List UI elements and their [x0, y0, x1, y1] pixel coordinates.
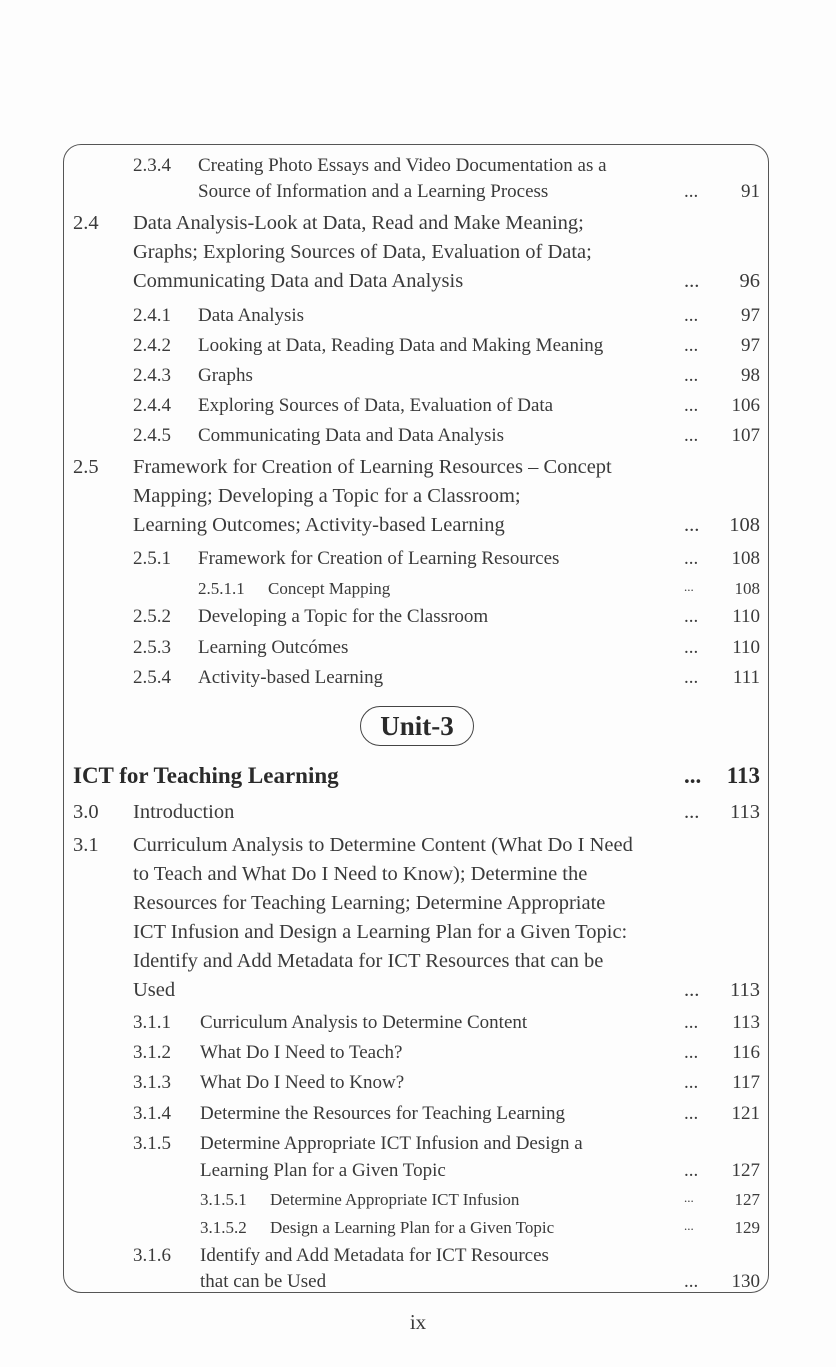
entry-title: What Do I Need to Know?: [200, 1072, 405, 1093]
entry-number: 2.5.3: [133, 637, 171, 658]
entry-title: Looking at Data, Reading Data and Making Meaning: [198, 335, 604, 356]
leader-dots: ...: [684, 579, 694, 594]
page-number: 106: [731, 395, 760, 416]
page-number: 97: [741, 335, 760, 356]
page-number: 117: [732, 1072, 760, 1093]
page-number: 113: [732, 1012, 760, 1033]
leader-dots: ...: [684, 1160, 699, 1181]
entry-number: 2.5.1: [133, 548, 171, 569]
entry-title: Identify and Add Metadata for ICT Resources that can be: [133, 950, 604, 972]
page-number: 130: [731, 1271, 760, 1292]
entry-title: Curriculum Analysis to Determine Content (What Do I Need: [133, 834, 633, 856]
leader-dots: ...: [684, 335, 699, 356]
page-folio: ix: [409, 1310, 427, 1334]
entry-number: 3.1.2: [133, 1042, 171, 1063]
leader-dots: ...: [684, 1103, 699, 1124]
entry-title: Communicating Data and Data Analysis: [133, 270, 464, 292]
entry-title: to Teach and What Do I Need to Know); Determine the: [133, 863, 588, 885]
leader-dots: ...: [684, 181, 699, 202]
entry-number: 2.5.4: [133, 667, 171, 688]
leader-dots: ...: [684, 1271, 699, 1292]
page-number: 129: [734, 1218, 760, 1237]
page-number: 96: [739, 270, 760, 292]
entry-number: 2.5.2: [133, 606, 171, 627]
page-number: 121: [731, 1103, 760, 1124]
entry-number: 2.4: [73, 212, 99, 234]
entry-title: Exploring Sources of Data, Evaluation of Data: [198, 395, 554, 416]
entry-title: Developing a Topic for the Classroom: [198, 606, 489, 627]
leader-dots: ...: [684, 1218, 694, 1233]
page-number: 110: [732, 606, 760, 627]
entry-title: ICT Infusion and Design a Learning Plan for a Given Topic:: [133, 921, 628, 943]
unit-title: ICT for Teaching Learning: [73, 763, 339, 788]
entry-title: Determine Appropriate ICT Infusion: [270, 1190, 520, 1209]
entry-title: Design a Learning Plan for a Given Topic: [270, 1218, 555, 1237]
entry-title: Communicating Data and Data Analysis: [198, 425, 505, 446]
unit-badge: Unit-3: [360, 706, 474, 746]
entry-number: 2.4.5: [133, 425, 171, 446]
entry-title: Resources for Teaching Learning; Determine Appropriate: [133, 892, 606, 914]
entry-title: Curriculum Analysis to Determine Content: [200, 1012, 528, 1033]
page-number: 116: [732, 1042, 760, 1063]
page-number: 127: [731, 1160, 760, 1181]
entry-number: 2.4.1: [133, 305, 171, 326]
leader-dots: ...: [684, 667, 699, 688]
page-number: 113: [730, 979, 760, 1001]
page-number: 107: [731, 425, 760, 446]
entry-title: Used: [133, 979, 176, 1001]
leader-dots: ...: [684, 637, 699, 658]
leader-dots: ...: [684, 395, 699, 416]
page-number: 111: [732, 667, 760, 688]
page-number: 127: [734, 1190, 760, 1209]
leader-dots: ...: [684, 1012, 699, 1033]
entry-title: Source of Information and a Learning Process: [198, 181, 549, 202]
page-number: 113: [726, 763, 760, 788]
leader-dots: ...: [684, 1190, 694, 1205]
entry-title: Learning Outcomes; Activity-based Learning: [133, 514, 505, 536]
entry-title: What Do I Need to Teach?: [200, 1042, 403, 1063]
leader-dots: ...: [684, 270, 700, 292]
entry-title: Framework for Creation of Learning Resources: [198, 548, 560, 569]
page-number: 108: [731, 548, 760, 569]
entry-number: 3.1.5.2: [200, 1218, 247, 1237]
entry-number: 3.1.6: [133, 1245, 171, 1266]
entry-number: 3.1.3: [133, 1072, 171, 1093]
page-number: 113: [730, 801, 760, 823]
entry-title: Activity-based Learning: [198, 667, 384, 688]
entry-title: that can be Used: [200, 1271, 327, 1292]
entry-number: 3.1.5.1: [200, 1190, 247, 1209]
entry-title: Graphs; Exploring Sources of Data, Evaluation of Data;: [133, 241, 592, 263]
entry-number: 2.3.4: [133, 155, 171, 176]
entry-title: Introduction: [133, 801, 235, 823]
entry-title: Data Analysis-Look at Data, Read and Make Meaning;: [133, 212, 584, 234]
entry-title: Graphs: [198, 365, 253, 386]
entry-title: Determine Appropriate ICT Infusion and Design a: [200, 1133, 583, 1154]
page-number: 91: [741, 181, 760, 202]
entry-number: 3.0: [73, 801, 99, 823]
entry-title: Mapping; Developing a Topic for a Classroom;: [133, 485, 521, 507]
leader-dots: ...: [684, 305, 699, 326]
leader-dots: ...: [684, 1072, 699, 1093]
page-number: 108: [729, 514, 760, 536]
leader-dots: ...: [684, 979, 700, 1001]
page-number: 108: [734, 579, 760, 598]
entry-number: 2.4.4: [133, 395, 171, 416]
leader-dots: ...: [684, 365, 699, 386]
entry-title: Framework for Creation of Learning Resources – Concept: [133, 456, 612, 478]
page-number: 110: [732, 637, 760, 658]
entry-number: 3.1.4: [133, 1103, 171, 1124]
leader-dots: ...: [684, 606, 699, 627]
leader-dots: ...: [684, 763, 702, 788]
entry-number: 3.1.1: [133, 1012, 171, 1033]
entry-title: Learning Outcómes: [198, 637, 349, 658]
leader-dots: ...: [684, 514, 700, 536]
page-number: 97: [741, 305, 760, 326]
entry-number: 2.4.2: [133, 335, 171, 356]
page-number: 98: [741, 365, 760, 386]
entry-title: Concept Mapping: [268, 579, 391, 598]
entry-number: 2.5: [73, 456, 99, 478]
entry-title: Data Analysis: [198, 305, 305, 326]
entry-number: 3.1: [73, 834, 99, 856]
leader-dots: ...: [684, 425, 699, 446]
entry-number: 2.5.1.1: [198, 579, 245, 598]
entry-number: 2.4.3: [133, 365, 171, 386]
entry-title: Learning Plan for a Given Topic: [200, 1160, 446, 1181]
entry-title: Identify and Add Metadata for ICT Resources: [200, 1245, 549, 1266]
entry-title: Determine the Resources for Teaching Learning: [200, 1103, 565, 1124]
entry-title: Creating Photo Essays and Video Documentation as a: [198, 155, 607, 176]
leader-dots: ...: [684, 1042, 699, 1063]
entry-number: 3.1.5: [133, 1133, 171, 1154]
leader-dots: ...: [684, 801, 700, 823]
leader-dots: ...: [684, 548, 699, 569]
